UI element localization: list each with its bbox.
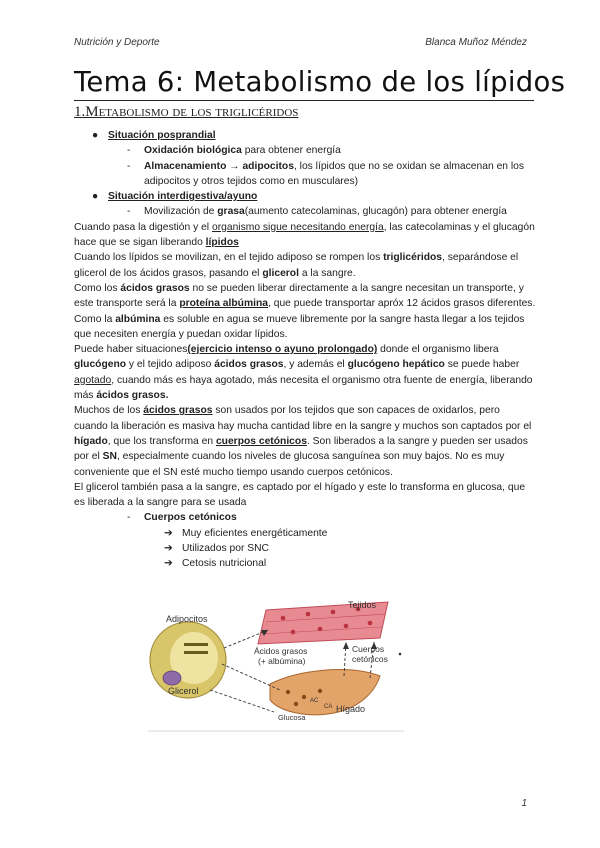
- paragraph: Como los ácidos grasos no se pueden liberar directamente a la sangre necesitan un transporte, y este transporte será la proteína albúmina, que puede transportar apróx 12 ácidos grasos diferentes. Como la albúmina es soluble en agua se mueve libremente por la sangre hasta llegar a los tejidos que necesiten energía y puedan oxidar lípidos.: [74, 282, 536, 340]
- list-item: ➔ Cetosis nutricional: [74, 556, 536, 571]
- arrow-icon: ➔: [164, 527, 173, 539]
- label-ac: AC: [310, 698, 319, 704]
- label-higado: Hígado: [336, 704, 366, 714]
- list-item: - Almacenamiento → adipocitos, los lípidos que no se oxidan se almacenan en los adipocitos y otros tejidos como en musculares): [127, 160, 525, 187]
- dash-icon: -: [127, 206, 131, 218]
- arrow-icon: ➔: [164, 543, 173, 555]
- header-left: Nutrición y Deporte: [74, 37, 160, 48]
- section-title: 1.Metabolismo de los triglicéridos: [74, 104, 299, 120]
- label-glucosa: Glucosa: [278, 713, 306, 722]
- paragraph: Muchos de los ácidos grasos son usados por los tejidos que son capaces de oxidarlos, pero cuando la liberación es masiva hay mucha cantidad libre en la sangre y muchos son captados por el hígado, que los transforma en cuerpos cetónicos. Son liberados a la sangre y pueden ser usados por el SN, especialmente cuando los niveles de glucosa sanguínea son muy bajos. No es muy conveniente que el SN esté mucho tiempo usando cuerpos cetónicos.: [74, 405, 532, 478]
- list-item: ● Situación interdigestiva/ayuno: [74, 189, 536, 204]
- arrow-icon: ➔: [164, 558, 173, 570]
- page-number: 1: [521, 798, 527, 809]
- dash-icon: -: [127, 160, 131, 172]
- nucleus-icon: [163, 671, 181, 685]
- bullet-icon: ●: [92, 191, 99, 203]
- document-body: [74, 128, 536, 572]
- paragraph: El glicerol también pasa a la sangre, es captado por el hígado y este lo transforma en glucosa, que es liberada a la sangre para se usada: [74, 481, 526, 509]
- list-item: ➔ Utilizados por SNC: [74, 541, 536, 556]
- list-item: - Oxidación biológica para obtener energía: [74, 143, 536, 158]
- paragraph: Puede haber situaciones(ejercicio intenso o ayuno prolongado) donde el organismo libera glucógeno y el tejido adiposo ácidos grasos, y además el glucógeno hepático se puede haber agotado, cuando más es haya agotado, más necesita el organismo otra fuente de energía, liberando más ácidos grasos.: [74, 344, 533, 402]
- label-tejidos: Tejidos: [348, 600, 377, 610]
- label-albumina: (+ albúmina): [258, 656, 306, 666]
- list-item: ● Situación posprandial: [74, 128, 536, 143]
- bullet-icon: ●: [92, 130, 99, 141]
- label-cetonicos: cetónicos: [352, 654, 388, 664]
- label-ca: CA: [324, 704, 333, 710]
- lipid-metabolism-diagram: [148, 598, 404, 732]
- label-cuerpos: Cuerpos: [352, 644, 385, 654]
- list-item: ➔ Muy eficientes energéticamente: [74, 526, 536, 541]
- paragraph: Cuando pasa la digestión y el organismo sigue necesitando energía, las catecolaminas y el glucagón hace que se sigan liberando lípidos: [74, 221, 535, 249]
- dash-icon: -: [127, 145, 131, 157]
- list-item: - Movilización de grasa(aumento catecolaminas, glucagón) para obtener energía: [74, 204, 536, 219]
- arrowhead-icon: [343, 642, 349, 649]
- list-item: - Cuerpos cetónicos: [74, 510, 536, 525]
- label-acidos-grasos: Ácidos grasos: [254, 646, 308, 656]
- dash-icon: -: [127, 512, 131, 524]
- label-adipocitos: Adipocitos: [166, 614, 208, 624]
- label-glicerol: Glicerol: [168, 686, 199, 696]
- page-title: Tema 6: Metabolismo de los lípidos: [74, 66, 534, 101]
- header-right: Blanca Muñoz Méndez: [425, 37, 527, 48]
- paragraph: Cuando los lípidos se movilizan, en el tejido adiposo se rompen los triglicéridos, separándose el glicerol de los ácidos grasos, pasando el glicerol a la sangre.: [74, 252, 519, 279]
